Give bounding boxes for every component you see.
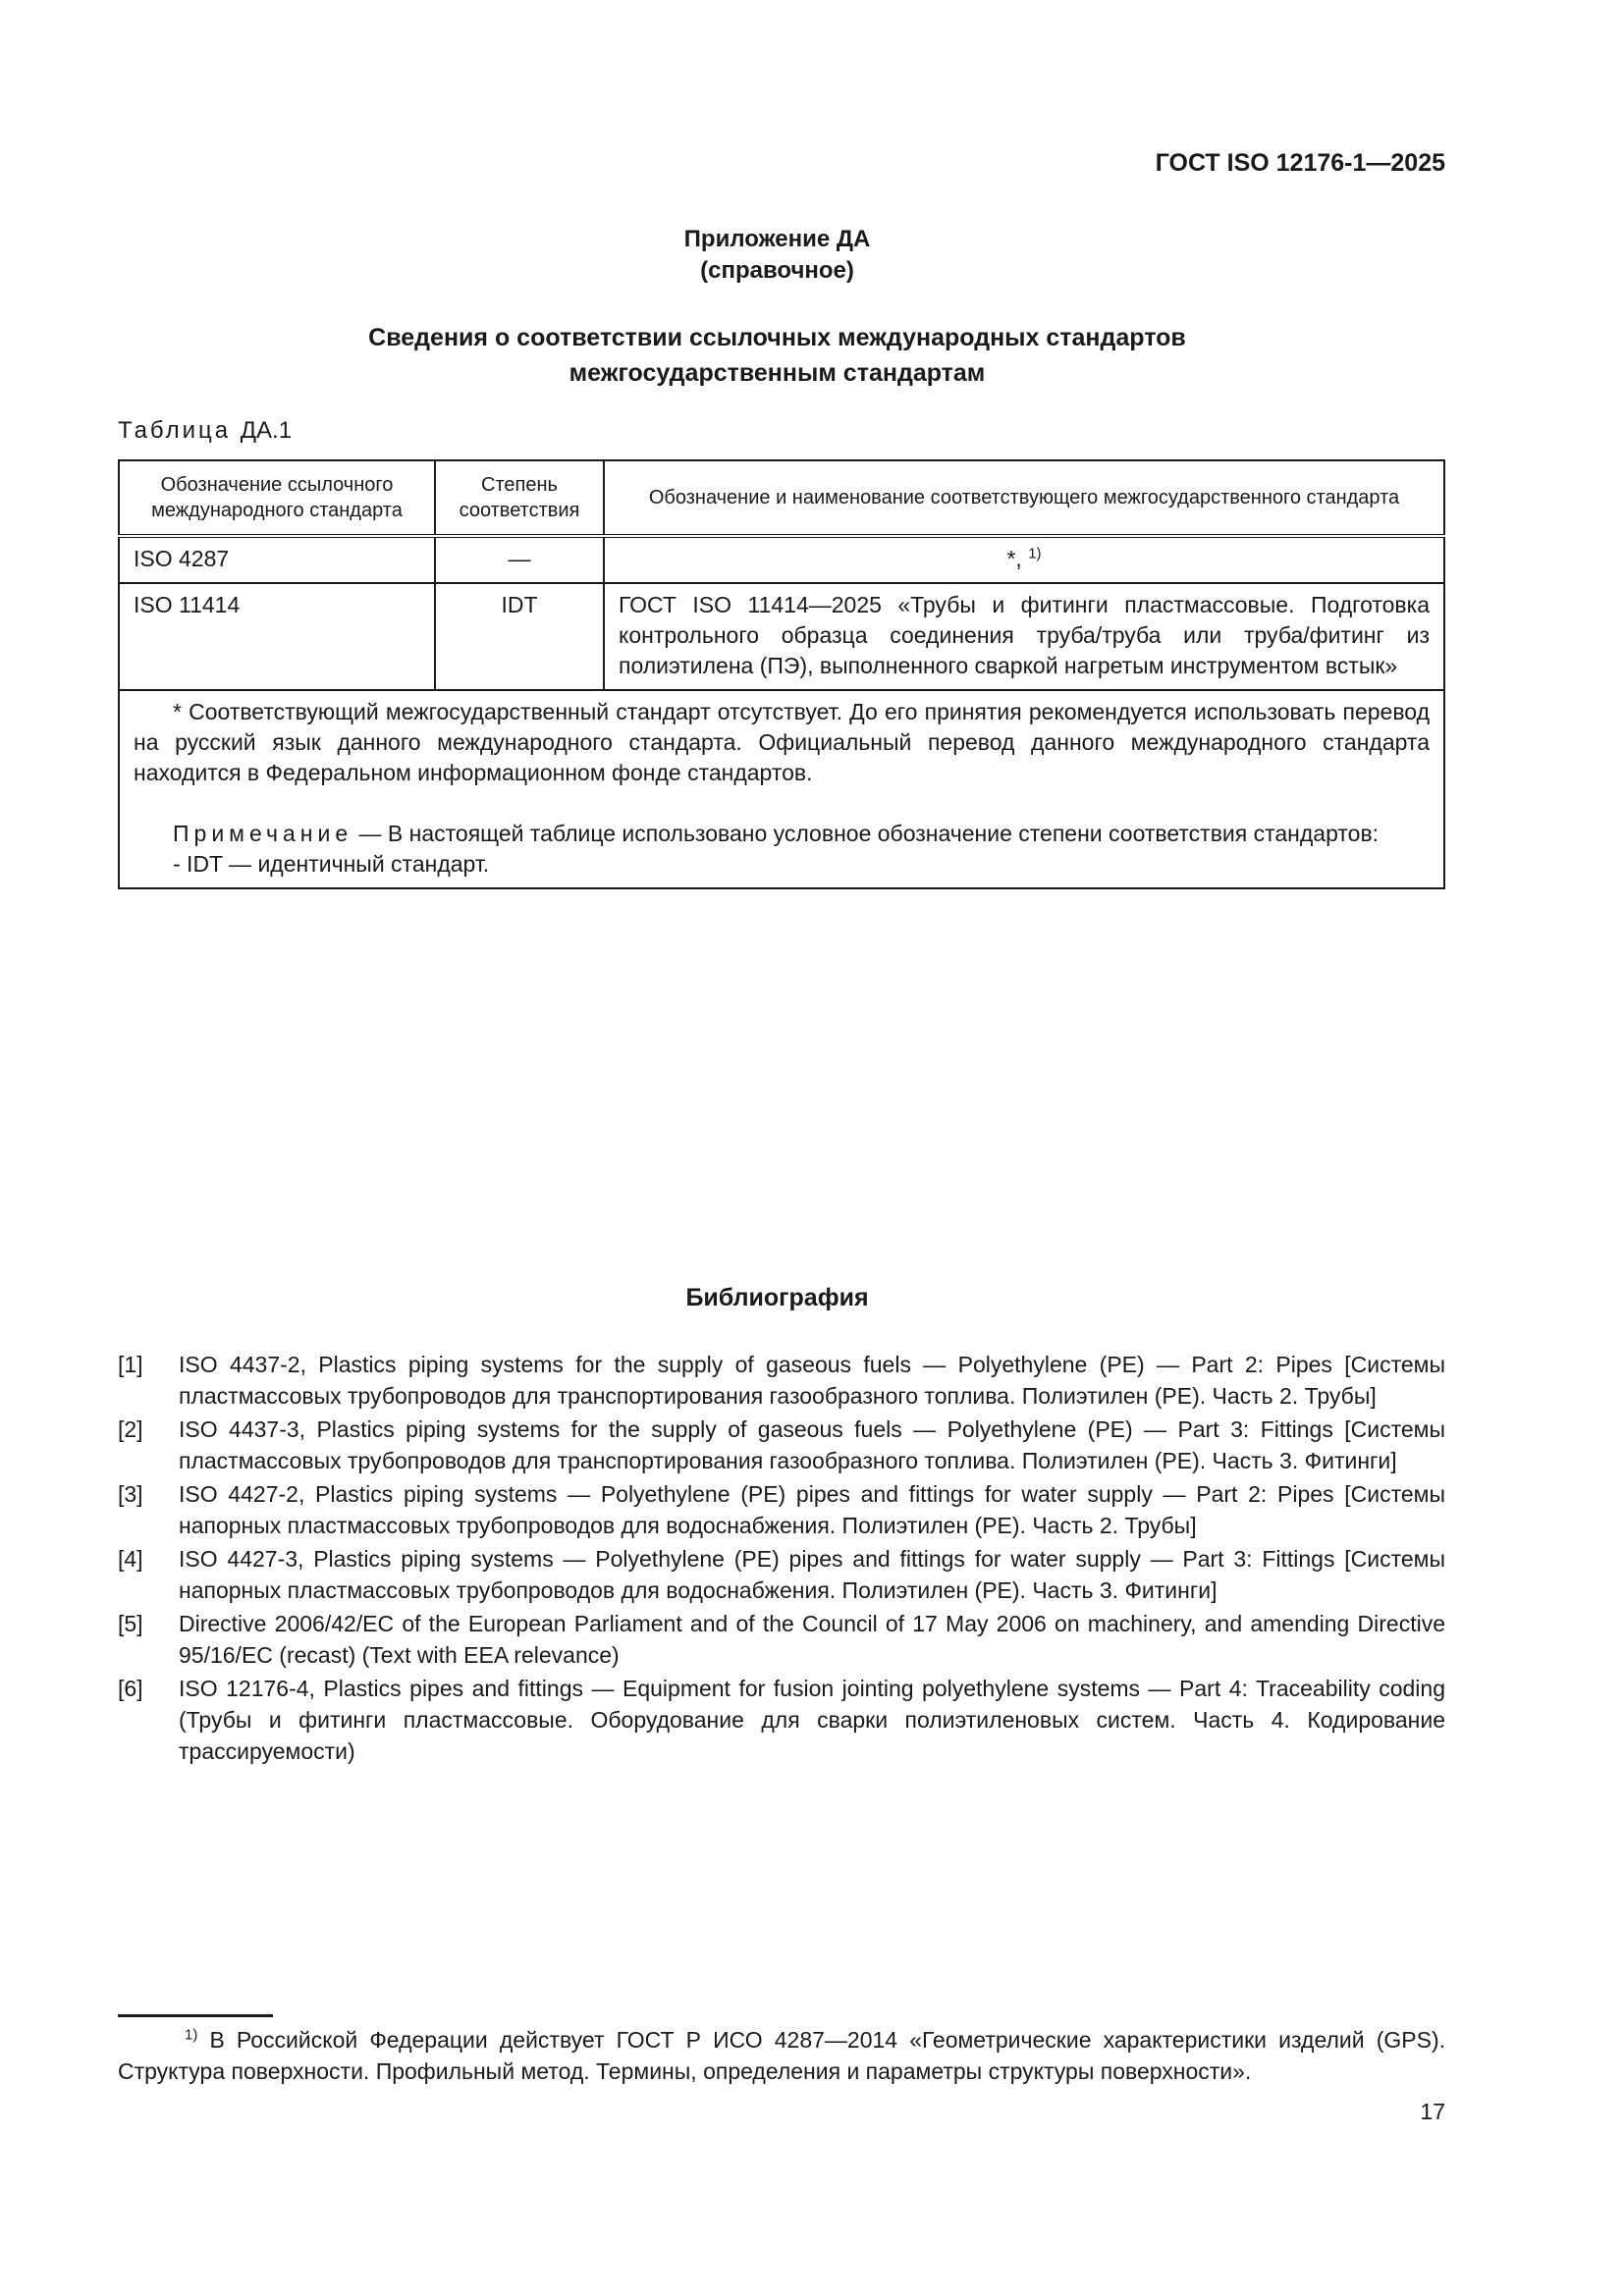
cell-degree: — (435, 536, 604, 583)
table-label-number: ДА.1 (240, 417, 293, 444)
table-notes (119, 690, 1444, 888)
header-degree: Степень соответствия (435, 460, 604, 536)
annex-heading-line-1: Сведения о соответствии ссылочных международных стандартов (368, 324, 1186, 351)
footnote-ref-mark: 1) (1028, 545, 1042, 562)
annex-type: (справочное) (700, 257, 854, 284)
cell-ref: ISO 4287 (119, 536, 435, 583)
standard-code-header: ГОСТ ISO 12176-1—2025 (1155, 149, 1445, 177)
cell-ref: ISO 11414 (119, 583, 435, 690)
cell-national-text: *, (1006, 546, 1022, 571)
page-number: 17 (1420, 2099, 1445, 2124)
bib-text: ISO 12176-4, Plastics pipes and fittings — Equipment for fusion jointing polyethylene systems — Part 4: Traceability coding (Трубы и фитинги пластмассовые. Оборудование для сварки полиэтиленовых систем. Часть 4. Кодирование трассируемости) (179, 1676, 1445, 1764)
bibliography-item (118, 1543, 1445, 1606)
footnote-text: В Российской Федерации действует ГОСТ Р ИСО 4287—2014 «Геометрические характеристики изделий (GPS). Структура поверхности. Профильный метод. Термины, определения и параметры структуры поверхности». (118, 2027, 1445, 2084)
bib-text: ISO 4427-3, Plastics piping systems — Polyethylene (PE) pipes and fittings for water supply — Part 3: Fittings [Системы напорных пластмассовых трубопроводов для водоснабжения. Полиэтилен (PE). Часть 3. Фитинги] (179, 1546, 1445, 1603)
bib-num: [3] (118, 1481, 143, 1507)
bib-text: ISO 4437-3, Plastics piping systems for the supply of gaseous fuels — Polyethylene (PE) — Part 3: Fittings [Системы пластмассовых трубопроводов для транспортирования газообразного топлива. Полиэтилен (PE). Часть 3. Фитинги] (179, 1416, 1445, 1473)
cell-national: ГОСТ ISO 11414—2025 «Трубы и фитинги пластмассовые. Подготовка контрольного образца соединения труба/труба или труба/фитинг из полиэтилена (ПЭ), выполненного сваркой нагретым инструментом встык» (604, 583, 1444, 690)
header-national-standard: Обозначение и наименование соответствующего межгосударственного стандарта (604, 460, 1444, 536)
table-note (134, 819, 1430, 849)
star-footnote: * Соответствующий межгосударственный стандарт отсутствует. До его принятия рекомендуется использовать перевод на русский язык данного международного стандарта. Официальный перевод данного международного стандарта находится в Федеральном информационном фонде стандартов. (134, 699, 1430, 785)
cell-degree: IDT (435, 583, 604, 690)
table-label-word: Таблица (118, 417, 232, 444)
bib-num: [5] (118, 1611, 143, 1636)
table-header-row (119, 460, 1444, 536)
bib-num: [1] (118, 1352, 143, 1377)
bib-num: [4] (118, 1546, 143, 1572)
bibliography-item (118, 1349, 1445, 1412)
bib-text: ISO 4427-2, Plastics piping systems — Polyethylene (PE) pipes and fittings for water supply — Part 2: Pipes [Системы напорных пластмассовых трубопроводов для водоснабжения. Полиэтилен (PE). Часть 2. Трубы] (179, 1481, 1445, 1538)
annex-heading-line-2: межгосударственным стандартам (568, 359, 986, 387)
table-row (119, 536, 1444, 583)
bibliography-item (118, 1414, 1445, 1476)
bibliography-item (118, 1478, 1445, 1541)
annex-heading (0, 320, 1554, 391)
table-row (119, 583, 1444, 690)
footnote-rule (118, 2014, 273, 2017)
page-footnote (118, 2024, 1445, 2087)
bib-num: [6] (118, 1676, 143, 1701)
header-ref-standard: Обозначение ссылочного международного стандарта (119, 460, 435, 536)
bibliography-item (118, 1608, 1445, 1671)
note-item: - IDT — идентичный стандарт. (173, 851, 490, 877)
correspondence-table (118, 459, 1445, 889)
annex-title: Приложение ДА (683, 226, 871, 252)
bibliography-heading: Библиография (685, 1284, 869, 1311)
footnote-mark: 1) (185, 2026, 198, 2044)
bib-text: Directive 2006/42/EC of the European Parliament and of the Council of 17 May 2006 on machinery, and amending Directive 95/16/EC (recast) (Text with EEA relevance) (179, 1611, 1445, 1668)
note-spacer (134, 788, 1430, 819)
note-label: Примечание (173, 821, 353, 846)
bibliography-item (118, 1673, 1445, 1767)
note-text: — В настоящей таблице использовано условное обозначение степени соответствия стандартов: (358, 821, 1380, 846)
bib-text: ISO 4437-2, Plastics piping systems for the supply of gaseous fuels — Polyethylene (PE) — Part 2: Pipes [Системы пластмассовых трубопроводов для транспортирования газообразного топлива. Полиэтилен (PE). Часть 2. Трубы] (179, 1352, 1445, 1409)
bibliography-list (118, 1349, 1445, 1769)
cell-national (604, 536, 1444, 583)
table-notes-row (119, 690, 1444, 888)
bib-num: [2] (118, 1416, 143, 1442)
table-label (118, 417, 292, 445)
